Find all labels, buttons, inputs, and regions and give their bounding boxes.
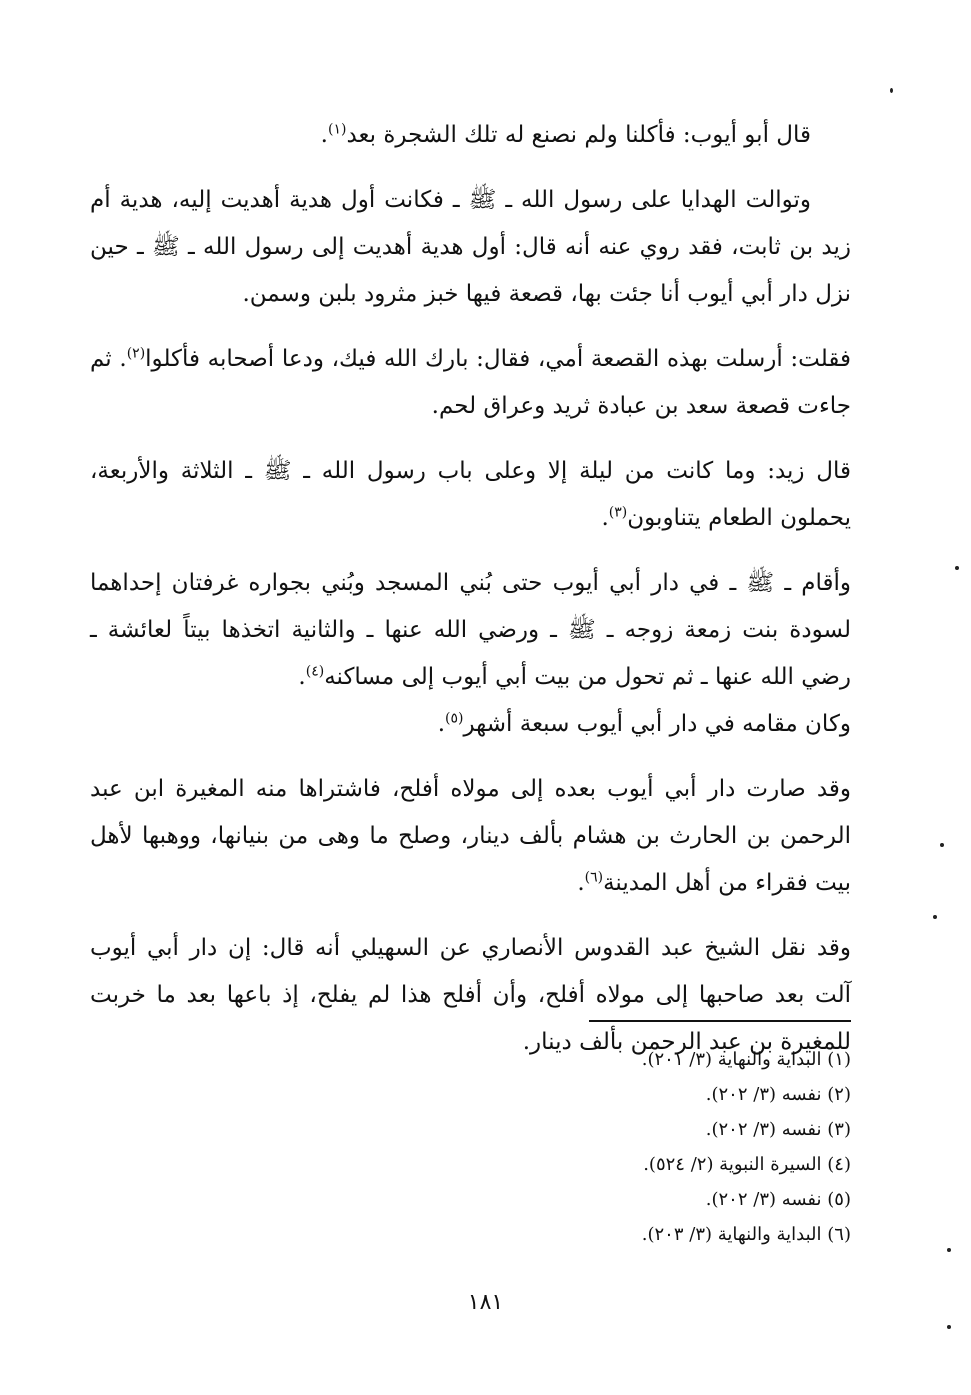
footnote-ref: (٤) bbox=[305, 663, 325, 680]
paragraph-3 bbox=[90, 336, 851, 430]
footnote-6: (٦) البداية والنهاية (٣/ ٢٠٣). bbox=[641, 1224, 851, 1245]
footnote-1: (١) البداية والنهاية (٣/ ٢٠١). bbox=[641, 1049, 851, 1070]
footnote-ref: (٦) bbox=[584, 869, 604, 886]
paragraph-text: وقد صارت دار أبي أيوب بعده إلى مولاه أفلح، فاشتراها منه المغيرة ابن عبد الرحمن بن الحارث بن هشام بألف دينار، وصلح ما وهى من بنيانها، ووهبها لأهل بيت فقراء من أهل المدينة bbox=[90, 776, 851, 896]
paragraph-6 bbox=[90, 766, 851, 907]
paragraph-5 bbox=[90, 560, 851, 748]
paragraph-text: قال أبو أيوب: فأكلنا ولم نصنع له تلك الشجرة بعد bbox=[346, 122, 811, 148]
scan-speck bbox=[933, 915, 937, 919]
paragraph-tail: . bbox=[437, 711, 445, 737]
footnote-ref: (٣) bbox=[608, 504, 628, 521]
footnote-divider bbox=[589, 1020, 851, 1022]
scan-speck bbox=[890, 88, 893, 93]
footnote-4: (٤) السيرة النبوية (٢/ ٥٢٤). bbox=[643, 1154, 851, 1175]
footnote-ref: (٥) bbox=[445, 710, 464, 727]
scan-speck bbox=[947, 1325, 951, 1329]
paragraph-extra-line: وكان مقامه في دار أبي أيوب سبعة أشهر bbox=[463, 711, 851, 737]
scan-speck bbox=[947, 1248, 951, 1252]
footnote-2: (٢) نفسه (٣/ ٢٠٢). bbox=[705, 1084, 851, 1105]
page-number: ١٨١ bbox=[467, 1290, 504, 1315]
scan-speck bbox=[940, 843, 944, 847]
paragraph-tail: . bbox=[320, 122, 328, 148]
footnote-5: (٥) نفسه (٣/ ٢٠٢). bbox=[705, 1189, 851, 1210]
paragraph-text: قال زيد: وما كانت من ليلة إلا وعلى باب رسول الله ـ ﷺ ـ الثلاثة والأربعة، يحملون الطعام يتناوبون bbox=[90, 458, 851, 531]
footnote-3: (٣) نفسه (٣/ ٢٠٢). bbox=[705, 1119, 851, 1140]
footnote-ref: (٢) bbox=[126, 345, 146, 362]
paragraph-text: فقلت: أرسلت بهذه القصعة أمي، فقال: بارك الله فيك، ودعا أصحابه فأكلوا bbox=[145, 346, 851, 372]
footnotes bbox=[331, 1042, 851, 1252]
paragraph-4 bbox=[90, 448, 851, 542]
paragraph-tail: . ثم جاءت قصعة سعد بن عبادة ثريد وعراق لحم. bbox=[90, 346, 851, 419]
paragraph-text: وقد نقل الشيخ عبد القدوس الأنصاري عن السهيلي أنه قال: إن دار أبي أيوب آلت بعد صاحبها إلى مولاه أفلح، وأن أفلح هذا لم يفلح، إذ باعها بعد ما خربت للمغيرة بن عبد الرحمن بألف دينار. bbox=[90, 935, 851, 1055]
paragraph-text: وتوالت الهدايا على رسول الله ـ ﷺ ـ فكانت أول هدية أهديت إليه، هدية أم زيد بن ثابت، فقد روي عنه أنه قال: أول هدية أهديت إلى رسول الله ـ ﷺ ـ حين نزل دار أبي أيوب أنا جئت بها، قصعة فيها خبز مثرود بلبن وسمن. bbox=[90, 187, 852, 307]
paragraph-1 bbox=[90, 112, 851, 159]
paragraph-2 bbox=[90, 177, 851, 318]
footnote-ref: (١) bbox=[327, 121, 347, 138]
paragraph-text: وأقام ـ ﷺ ـ في دار أبي أيوب حتى بُني المسجد وبُني بجواره غرفتان إحداهما لسودة بنت زمعة زوجه ـ ﷺ ـ ورضي الله عنها ـ والثانية اتخذها بيتاً لعائشة ـ رضي الله عنها ـ ثم تحول من بيت أبي أيوب إلى مساكنه bbox=[90, 570, 851, 690]
paragraph-tail: . bbox=[577, 870, 585, 896]
paragraph-tail: . bbox=[298, 664, 306, 690]
paragraph-tail: . bbox=[601, 505, 609, 531]
main-text bbox=[90, 112, 851, 1084]
scan-speck bbox=[955, 566, 959, 570]
